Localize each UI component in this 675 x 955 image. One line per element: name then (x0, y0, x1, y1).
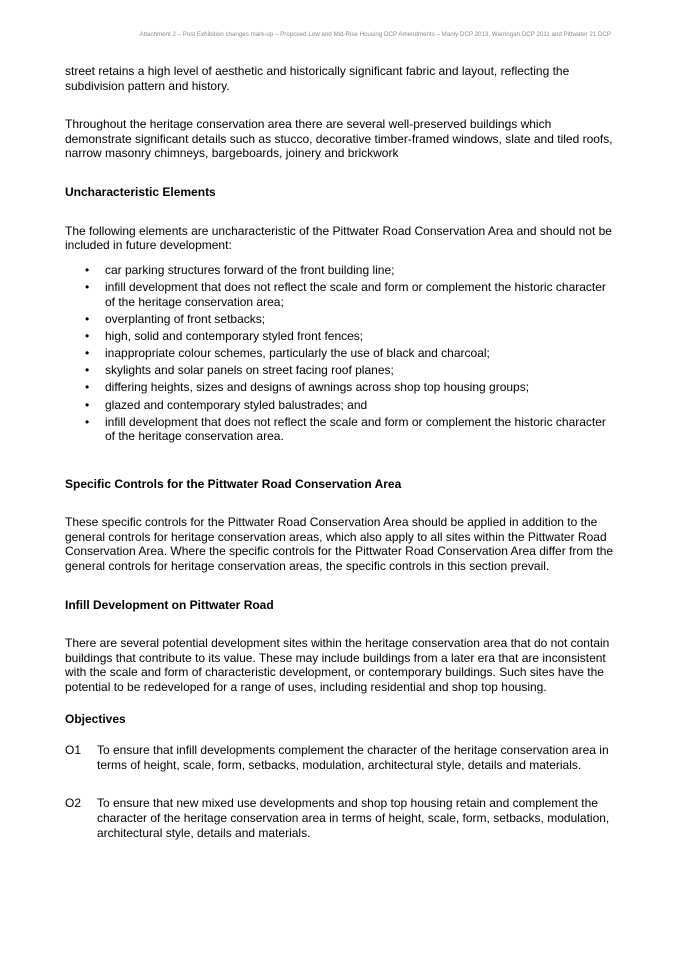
bullet-glyph: • (85, 311, 90, 326)
list-item: • car parking structures forward of the front building line; (85, 262, 395, 277)
paragraph-infill-development: There are several potential development sites within the heritage conservation area that do not contain buildings that contribute to its value. These may include buildings from a later era that are inconsistent with the scale and form of characteristic development, or contemporary buildings. Such sites have the potential to be redeveloped for a range of uses, including residential and shop top housing. (65, 636, 610, 694)
heading-objectives: Objectives (65, 711, 126, 726)
objective-item (65, 796, 615, 840)
paragraph-specific-controls: These specific controls for the Pittwater Road Conservation Area should be applied in addition to the general controls for heritage conservation areas, which also apply to all sites within the Pittwater Road Conservation Area. Where the specific controls for the Pittwater Road Conservation Area differ from the general controls for heritage conservation areas, the specific controls in this section prevail. (65, 515, 614, 573)
list-item: • infill development that does not reflect the scale and form or complement the historic character of the heritage conservation area; (85, 279, 606, 309)
bullet-glyph: • (85, 279, 90, 294)
paragraph-uncharacteristic-intro: The following elements are uncharacteristic of the Pittwater Road Conservation Area and should not be included in future development: (65, 223, 612, 253)
bullet-glyph: • (85, 397, 90, 412)
list-item: • infill development that does not reflect the scale and form or complement the historic character of the heritage conservation area. (85, 414, 606, 444)
bullet-glyph: • (85, 262, 90, 277)
bullet-glyph: • (85, 328, 90, 343)
heading-uncharacteristic-elements: Uncharacteristic Elements (65, 184, 216, 199)
objective-number: O2 (65, 796, 82, 811)
list-item: • high, solid and contemporary styled front fences; (85, 328, 364, 343)
objective-text: To ensure that infill developments complement the character of the heritage conservation area in terms of height, scale, form, setbacks, modulation, architectural style, details and materials. (97, 743, 609, 772)
list-item: • differing heights, sizes and designs of awnings across shop top housing groups; (85, 380, 530, 395)
bullet-glyph: • (85, 414, 90, 429)
page-content (65, 64, 615, 840)
list-item: • inappropriate colour schemes, particularly the use of black and charcoal; (85, 346, 490, 361)
heading-specific-controls: Specific Controls for the Pittwater Road Conservation Area (65, 476, 402, 491)
objective-item (65, 743, 615, 772)
list-item: • glazed and contemporary styled balustrades; and (85, 397, 368, 412)
running-header: Attachment 2 – Post Exhibition changes mark-up – Proposed Low and Mid-Rise Housing DCP Amendments – Manly DCP 2013, Warringah DCP 2011 and Pittwater 21 DCP (139, 31, 611, 38)
objective-text: To ensure that new mixed use developments and shop top housing retain and complement the character of the heritage conservation area in terms of height, scale, form, setbacks, modulation, architectural style, details and materials. (97, 796, 610, 840)
bullet-glyph: • (85, 380, 90, 395)
heading-infill-development: Infill Development on Pittwater Road (65, 597, 274, 612)
list-item: • skylights and solar panels on street facing roof planes; (85, 363, 394, 378)
paragraph-street-retains: street retains a high level of aesthetic and historically significant fabric and layout, reflecting the subdivision pattern and history. (65, 64, 570, 93)
objective-number: O1 (65, 743, 82, 758)
uncharacteristic-list (65, 263, 615, 444)
paragraph-well-preserved-buildings: Throughout the heritage conservation area there are several well-preserved buildings which demonstrate significant details such as stucco, decorative timber-framed windows, slate and tiled roofs, narrow masonry chimneys, bargeboards, joinery and brickwork (65, 117, 613, 161)
list-item: • overplanting of front setbacks; (85, 311, 266, 326)
bullet-glyph: • (85, 363, 90, 378)
bullet-glyph: • (85, 346, 90, 361)
